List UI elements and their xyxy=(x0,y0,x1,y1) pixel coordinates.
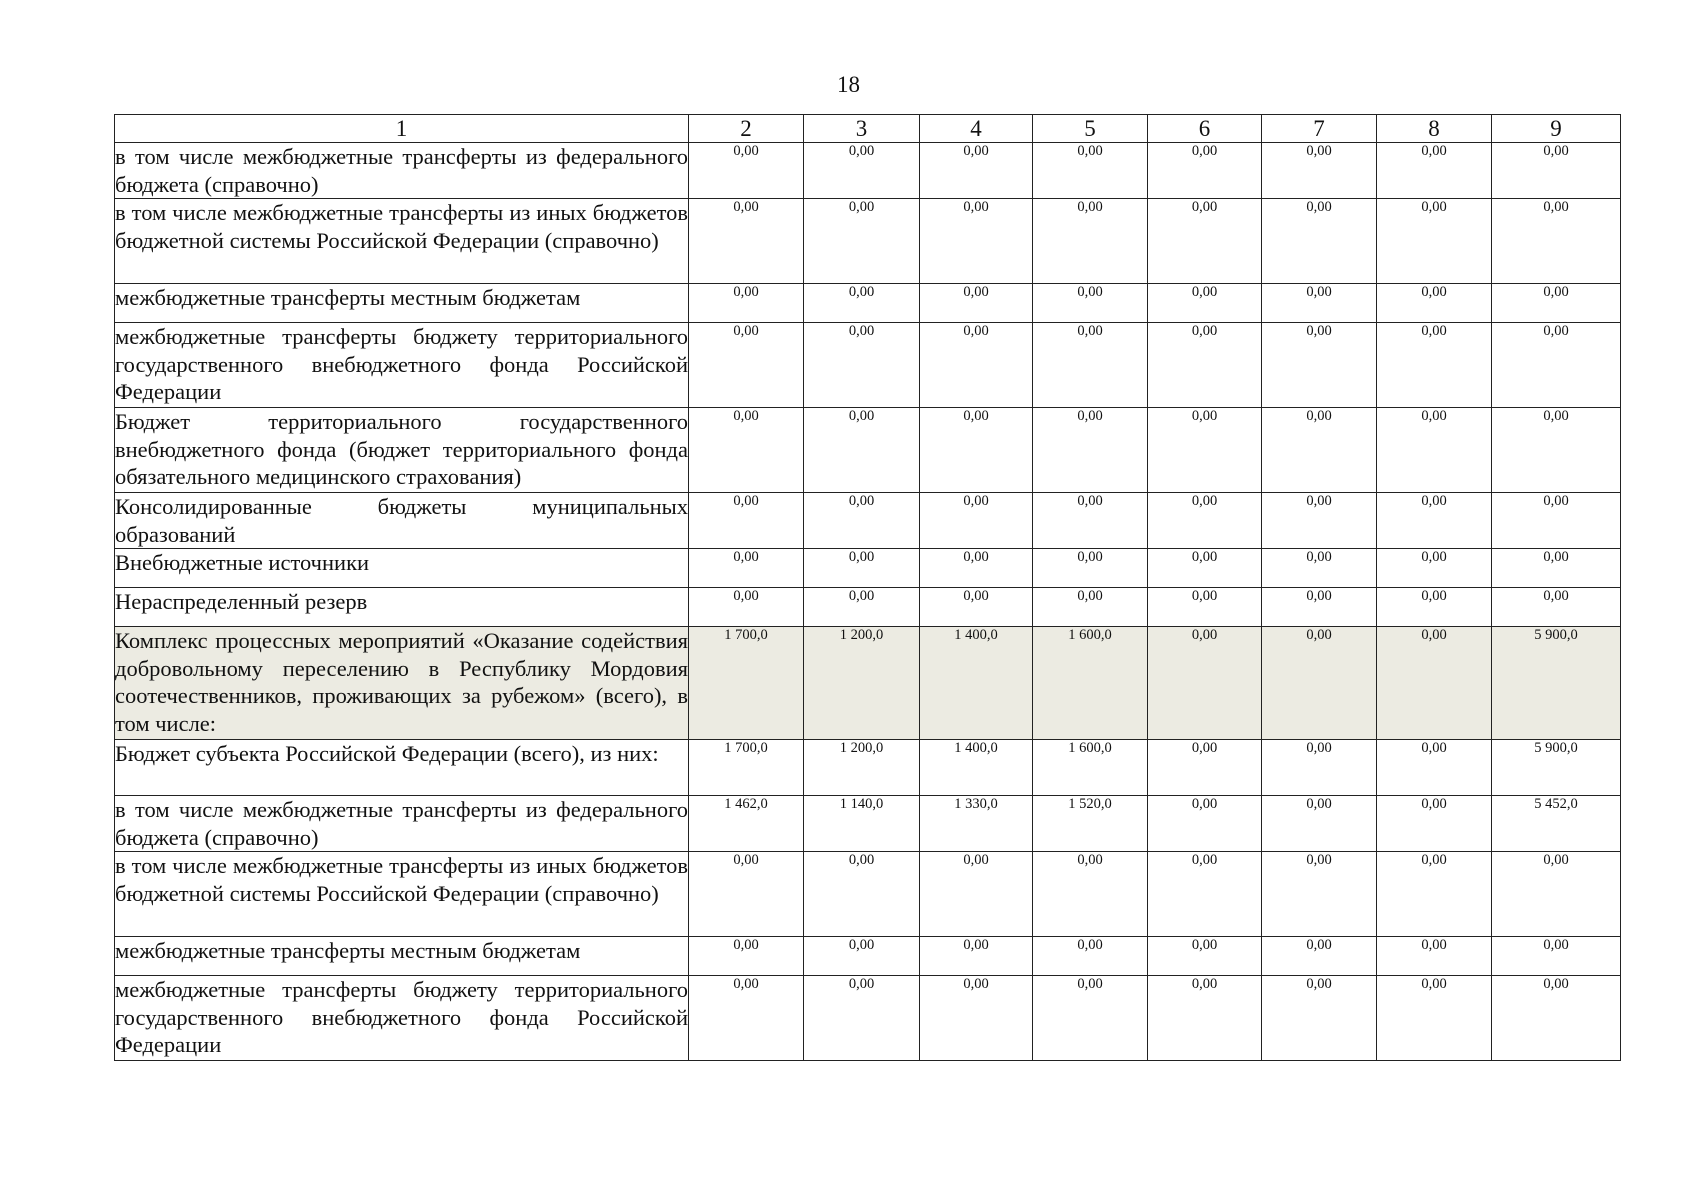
cell-value: 0,00 xyxy=(1492,323,1621,408)
cell-value: 1 200,0 xyxy=(804,740,920,796)
cell-value: 0,00 xyxy=(1262,588,1377,627)
table-row xyxy=(115,937,1621,976)
cell-value: 0,00 xyxy=(920,143,1033,199)
cell-value: 0,00 xyxy=(689,937,804,976)
cell-value: 0,00 xyxy=(1377,796,1492,852)
cell-value: 0,00 xyxy=(1262,796,1377,852)
cell-value: 0,00 xyxy=(920,199,1033,284)
row-label: в том числе межбюджетные трансферты из иных бюджетов бюджетной системы Российской Федерации (справочно) xyxy=(115,852,689,937)
cell-value: 0,00 xyxy=(689,976,804,1061)
column-header: 7 xyxy=(1262,115,1377,143)
cell-value: 0,00 xyxy=(1262,852,1377,937)
cell-value: 0,00 xyxy=(1377,143,1492,199)
cell-value: 0,00 xyxy=(804,143,920,199)
cell-value: 0,00 xyxy=(1033,284,1148,323)
cell-value: 1 700,0 xyxy=(689,627,804,740)
cell-value: 0,00 xyxy=(689,408,804,493)
cell-value: 0,00 xyxy=(920,408,1033,493)
cell-value: 0,00 xyxy=(1148,284,1262,323)
cell-value: 0,00 xyxy=(1492,852,1621,937)
row-label: Комплекс процессных мероприятий «Оказание содействия добровольному переселению в Республику Мордовия соотечественников, проживающих за рубежом» (всего), в том числе: xyxy=(115,627,689,740)
table-row xyxy=(115,852,1621,937)
row-label: Бюджет территориального государственного внебюджетного фонда (бюджет территориального фонда обязательного медицинского страхования) xyxy=(115,408,689,493)
cell-value: 0,00 xyxy=(1262,627,1377,740)
cell-value: 0,00 xyxy=(1148,549,1262,588)
cell-value: 0,00 xyxy=(689,549,804,588)
cell-value: 0,00 xyxy=(1377,493,1492,549)
cell-value: 0,00 xyxy=(689,199,804,284)
cell-value: 0,00 xyxy=(1148,852,1262,937)
cell-value: 0,00 xyxy=(1033,199,1148,284)
cell-value: 0,00 xyxy=(1033,976,1148,1061)
cell-value: 1 140,0 xyxy=(804,796,920,852)
column-header: 6 xyxy=(1148,115,1262,143)
cell-value: 0,00 xyxy=(1262,937,1377,976)
cell-value: 0,00 xyxy=(920,852,1033,937)
cell-value: 5 452,0 xyxy=(1492,796,1621,852)
cell-value: 0,00 xyxy=(1377,627,1492,740)
table-row xyxy=(115,284,1621,323)
cell-value: 0,00 xyxy=(1033,143,1148,199)
column-header: 8 xyxy=(1377,115,1492,143)
cell-value: 0,00 xyxy=(1492,937,1621,976)
cell-value: 0,00 xyxy=(804,976,920,1061)
cell-value: 0,00 xyxy=(1377,408,1492,493)
table-row xyxy=(115,976,1621,1061)
table-header xyxy=(115,115,1621,143)
cell-value: 0,00 xyxy=(1492,976,1621,1061)
table-row xyxy=(115,740,1621,796)
column-header: 3 xyxy=(804,115,920,143)
cell-value: 0,00 xyxy=(1492,284,1621,323)
column-header: 5 xyxy=(1033,115,1148,143)
cell-value: 0,00 xyxy=(1033,549,1148,588)
cell-value: 0,00 xyxy=(1033,588,1148,627)
row-label: в том числе межбюджетные трансферты из иных бюджетов бюджетной системы Российской Федерации (справочно) xyxy=(115,199,689,284)
table-row xyxy=(115,143,1621,199)
row-label: Консолидированные бюджеты муниципальных образований xyxy=(115,494,688,547)
cell-value: 0,00 xyxy=(1377,323,1492,408)
cell-value: 0,00 xyxy=(1377,852,1492,937)
cell-value: 5 900,0 xyxy=(1492,740,1621,796)
cell-value: 1 400,0 xyxy=(920,740,1033,796)
cell-value: 0,00 xyxy=(1262,323,1377,408)
cell-value: 1 330,0 xyxy=(920,796,1033,852)
row-label: межбюджетные трансферты бюджету территориального государственного внебюджетного фонда Российской Федерации xyxy=(115,323,689,408)
cell-value: 0,00 xyxy=(1492,493,1621,549)
cell-value: 0,00 xyxy=(689,493,804,549)
cell-value: 0,00 xyxy=(804,588,920,627)
budget-table xyxy=(114,114,1621,1061)
row-label: межбюджетные трансферты местным бюджетам xyxy=(115,284,689,323)
cell-value: 1 700,0 xyxy=(689,740,804,796)
cell-value: 0,00 xyxy=(1377,976,1492,1061)
column-header: 1 xyxy=(115,115,689,143)
cell-value: 0,00 xyxy=(920,976,1033,1061)
row-label: Нераспределенный резерв xyxy=(115,588,689,627)
cell-value: 0,00 xyxy=(1377,549,1492,588)
cell-value: 0,00 xyxy=(1148,976,1262,1061)
cell-value: 0,00 xyxy=(689,323,804,408)
cell-value: 0,00 xyxy=(1262,976,1377,1061)
cell-value: 0,00 xyxy=(920,493,1033,549)
cell-value: 0,00 xyxy=(1492,588,1621,627)
cell-value: 0,00 xyxy=(804,199,920,284)
cell-value: 0,00 xyxy=(1262,408,1377,493)
column-header: 9 xyxy=(1492,115,1621,143)
cell-value: 0,00 xyxy=(1377,937,1492,976)
table-row xyxy=(115,549,1621,588)
cell-value: 0,00 xyxy=(1377,284,1492,323)
cell-value: 0,00 xyxy=(1148,740,1262,796)
cell-value: 1 600,0 xyxy=(1033,627,1148,740)
table-row xyxy=(115,493,1621,549)
cell-value: 0,00 xyxy=(689,588,804,627)
cell-value: 0,00 xyxy=(1262,199,1377,284)
cell-value: 0,00 xyxy=(1492,549,1621,588)
table-row xyxy=(115,796,1621,852)
cell-value: 1 462,0 xyxy=(689,796,804,852)
table-row xyxy=(115,408,1621,493)
cell-value: 0,00 xyxy=(920,937,1033,976)
cell-value: 0,00 xyxy=(1262,493,1377,549)
row-label: Внебюджетные источники xyxy=(115,549,689,588)
cell-value: 0,00 xyxy=(1033,852,1148,937)
cell-value: 0,00 xyxy=(804,852,920,937)
cell-value: 0,00 xyxy=(1148,796,1262,852)
cell-value: 1 400,0 xyxy=(920,627,1033,740)
table-row xyxy=(115,588,1621,627)
cell-value: 0,00 xyxy=(804,493,920,549)
cell-value: 0,00 xyxy=(1148,588,1262,627)
table-row xyxy=(115,323,1621,408)
cell-value: 0,00 xyxy=(1377,740,1492,796)
cell-value: 0,00 xyxy=(804,937,920,976)
table-row xyxy=(115,627,1621,740)
cell-value: 0,00 xyxy=(1262,143,1377,199)
row-label: в том числе межбюджетные трансферты из федерального бюджета (справочно) xyxy=(115,797,688,850)
cell-value: 0,00 xyxy=(1033,323,1148,408)
column-header: 2 xyxy=(689,115,804,143)
cell-value: 0,00 xyxy=(1148,199,1262,284)
cell-value: 0,00 xyxy=(1492,143,1621,199)
cell-value: 5 900,0 xyxy=(1492,627,1621,740)
cell-value: 0,00 xyxy=(1148,323,1262,408)
cell-value: 0,00 xyxy=(1262,284,1377,323)
cell-value: 0,00 xyxy=(804,323,920,408)
page-number: 18 xyxy=(837,72,860,97)
cell-value: 0,00 xyxy=(1377,199,1492,284)
header-row xyxy=(115,115,1621,143)
cell-value: 0,00 xyxy=(804,549,920,588)
cell-value: 0,00 xyxy=(1148,143,1262,199)
cell-value: 0,00 xyxy=(1033,937,1148,976)
cell-value: 1 600,0 xyxy=(1033,740,1148,796)
cell-value: 0,00 xyxy=(1033,493,1148,549)
cell-value: 0,00 xyxy=(804,284,920,323)
cell-value: 0,00 xyxy=(1148,627,1262,740)
cell-value: 0,00 xyxy=(1492,199,1621,284)
cell-value: 0,00 xyxy=(920,549,1033,588)
cell-value: 0,00 xyxy=(920,588,1033,627)
cell-value: 0,00 xyxy=(1148,493,1262,549)
cell-value: 0,00 xyxy=(1262,549,1377,588)
cell-value: 0,00 xyxy=(920,284,1033,323)
row-label: Бюджет субъекта Российской Федерации (всего), из них: xyxy=(115,740,689,796)
cell-value: 0,00 xyxy=(689,143,804,199)
column-header: 4 xyxy=(920,115,1033,143)
table-body xyxy=(115,143,1621,1061)
cell-value: 0,00 xyxy=(1492,408,1621,493)
row-label: межбюджетные трансферты бюджету территориального государственного внебюджетного фонда Российской Федерации xyxy=(115,976,689,1061)
cell-value: 0,00 xyxy=(1148,937,1262,976)
table-row xyxy=(115,199,1621,284)
cell-value: 0,00 xyxy=(689,284,804,323)
cell-value: 0,00 xyxy=(1033,408,1148,493)
cell-value: 0,00 xyxy=(1377,588,1492,627)
cell-value: 0,00 xyxy=(1148,408,1262,493)
cell-value: 0,00 xyxy=(1262,740,1377,796)
cell-value: 0,00 xyxy=(920,323,1033,408)
row-label: в том числе межбюджетные трансферты из федерального бюджета (справочно) xyxy=(115,144,688,197)
cell-value: 0,00 xyxy=(689,852,804,937)
cell-value: 1 200,0 xyxy=(804,627,920,740)
cell-value: 1 520,0 xyxy=(1033,796,1148,852)
row-label: межбюджетные трансферты местным бюджетам xyxy=(115,937,689,976)
cell-value: 0,00 xyxy=(804,408,920,493)
